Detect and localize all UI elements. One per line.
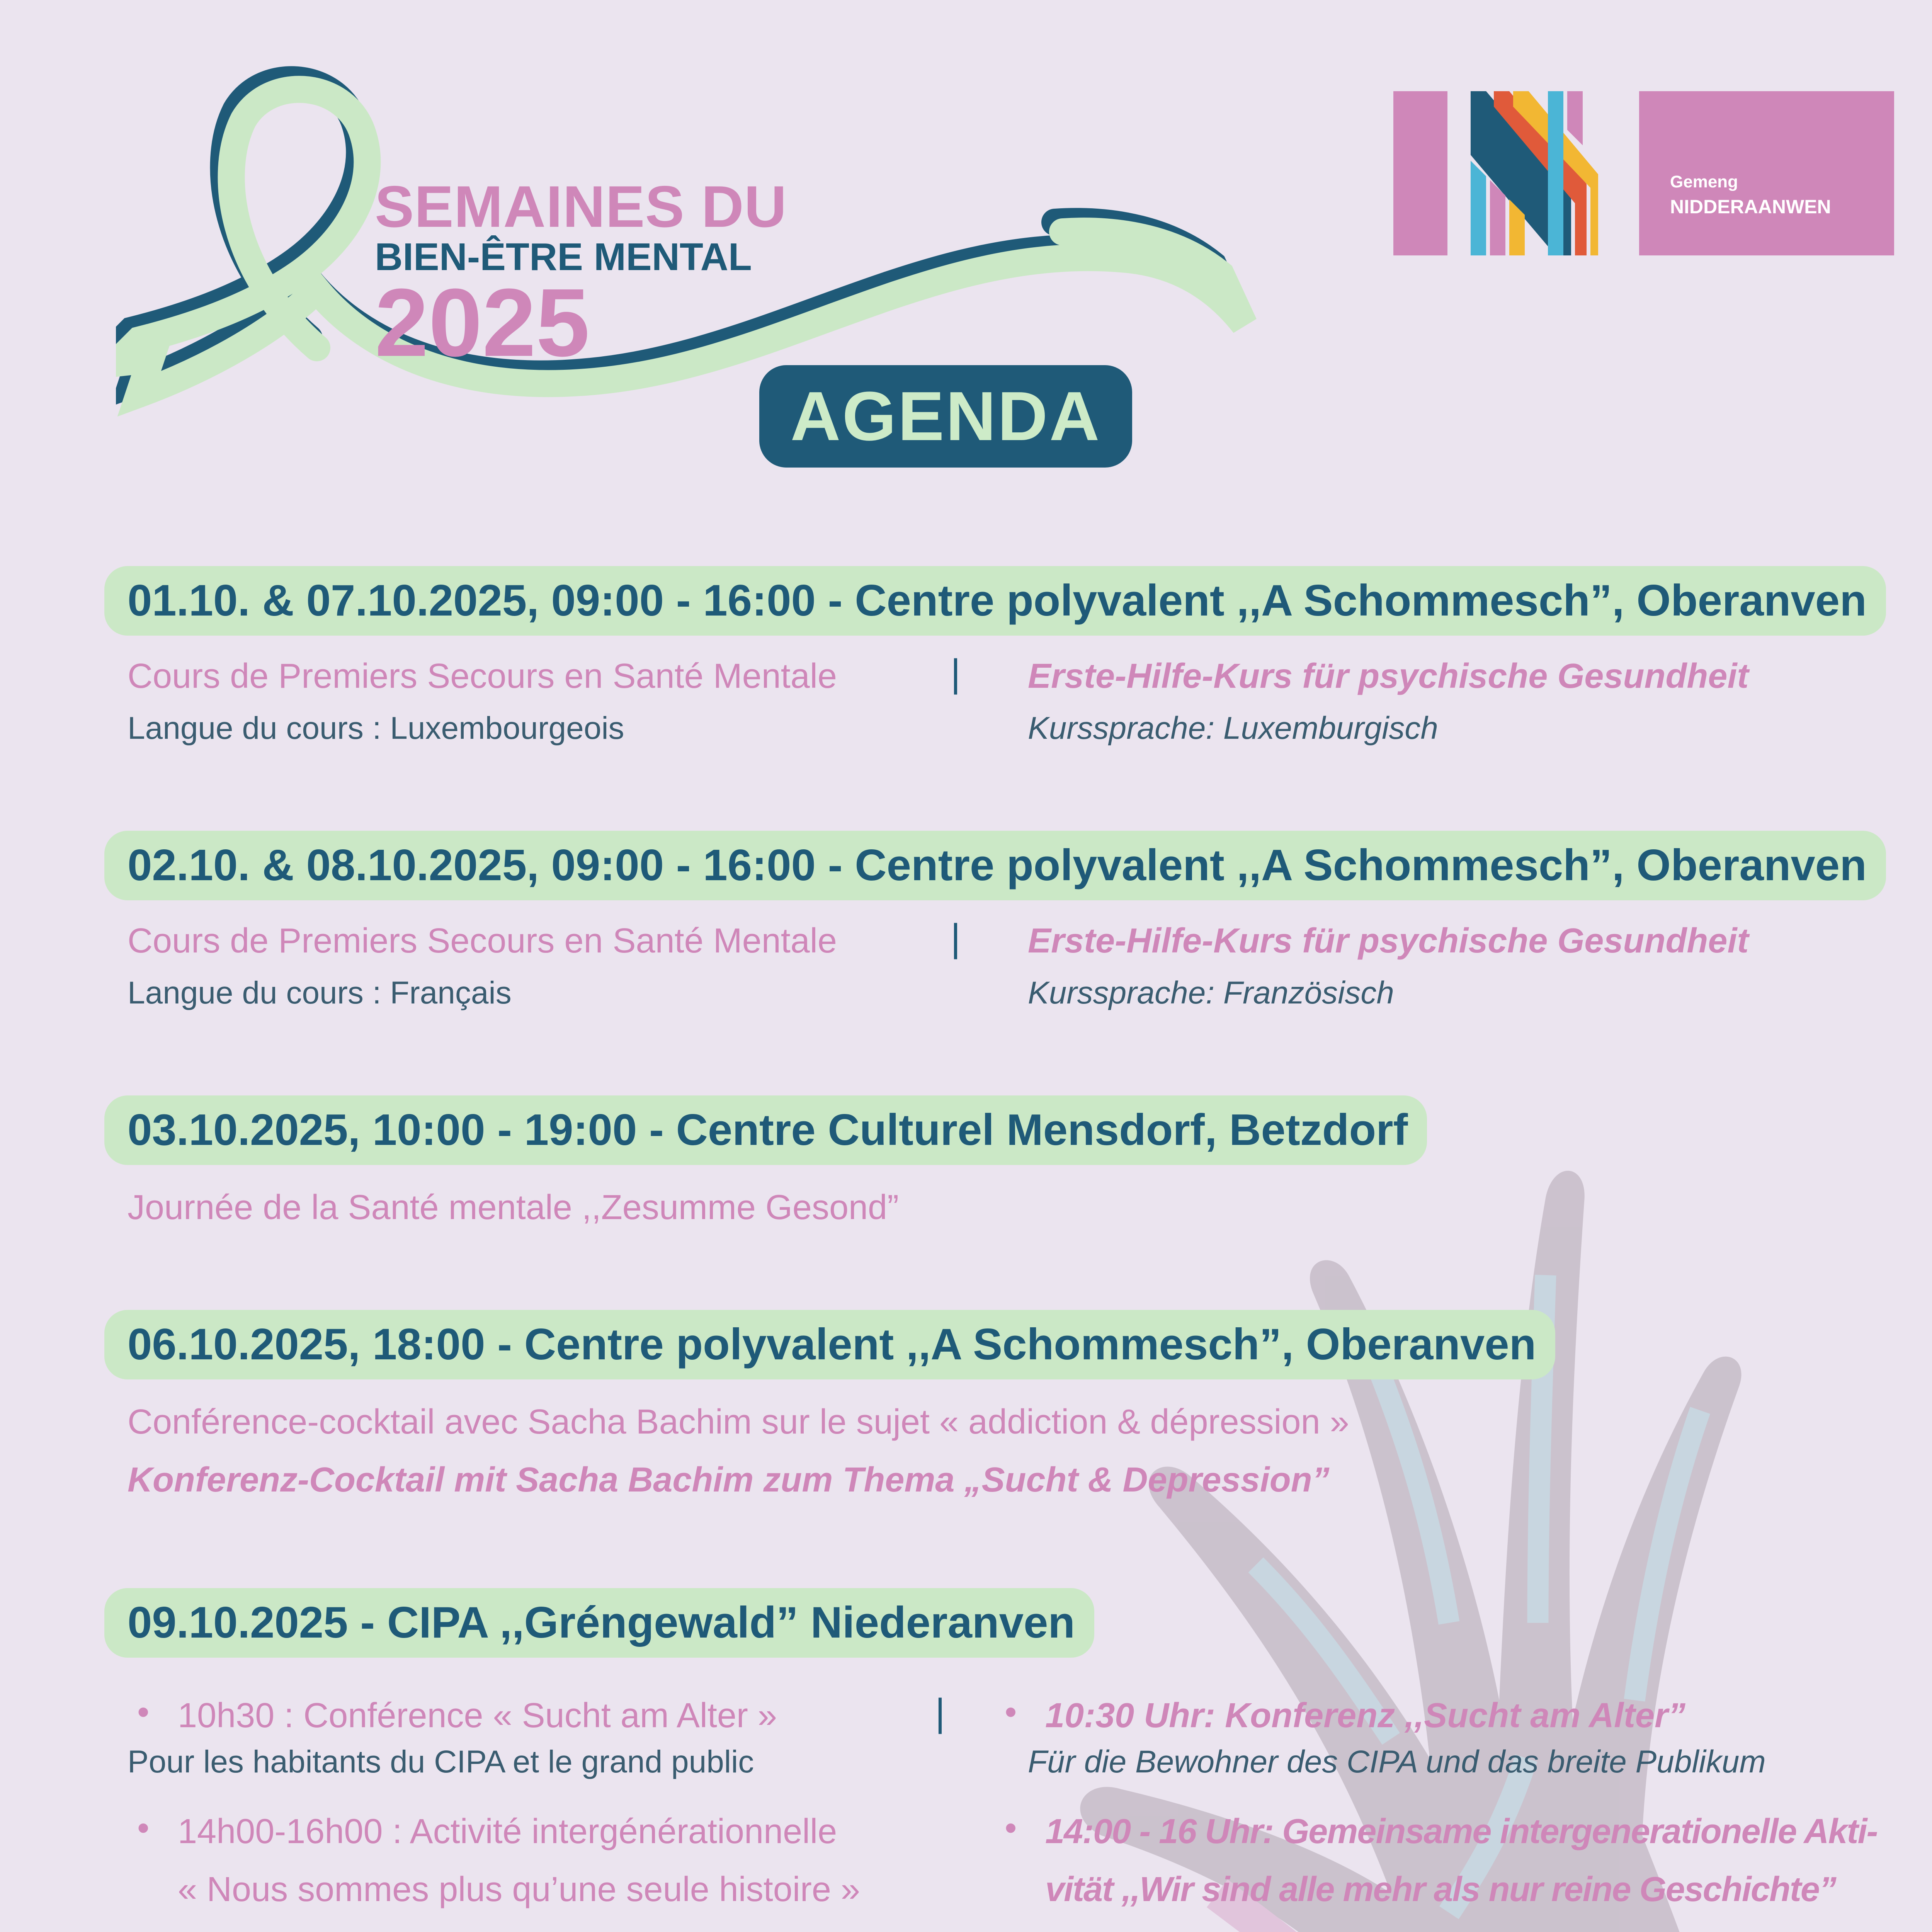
event-5-de-item-2-line-1: 14:00 - 16 Uhr: Gemeinsame intergenerationelle Akti- — [1045, 1812, 1878, 1851]
event-3-band: 03.10.2025, 10:00 - 19:00 - Centre Culturel Mensdorf, Betzdorf — [104, 1095, 1427, 1165]
agenda-badge: AGENDA — [759, 365, 1132, 468]
event-5-de-item-1: 10:30 Uhr: Konferenz ,,Sucht am Alter” — [1045, 1696, 1686, 1735]
n-logo-icon — [1471, 91, 1617, 255]
logo-gemeng: Gemeng — [1670, 172, 1738, 191]
event-5-de-item-2-line-2: vität ,,Wir sind alle mehr als nur reine Geschichte” — [1045, 1870, 1836, 1909]
event-4-line-1: Conférence-cocktail avec Sacha Bachim sur le sujet « addiction & dépression » — [128, 1403, 1349, 1441]
event-2-fr-sub: Langue du cours : Français — [128, 975, 512, 1010]
event-3-line-1: Journée de la Santé mentale ,,Zesumme Gesond” — [128, 1188, 899, 1227]
event-1-de-sub: Kurssprache: Luxemburgisch — [1028, 711, 1438, 746]
commune-logo — [1393, 91, 1894, 255]
logo-bar — [1393, 91, 1447, 255]
event-5-separator: | — [935, 1691, 945, 1734]
event-2-band: 02.10. & 08.10.2025, 09:00 - 16:00 - Centre polyvalent ,,A Schommesch”, Oberanven — [104, 831, 1886, 900]
event-4-band: 06.10.2025, 18:00 - Centre polyvalent ,,A Schommesch”, Oberanven — [104, 1310, 1555, 1379]
bullet-icon: • — [1005, 1693, 1017, 1731]
event-title — [375, 174, 787, 376]
event-2-de-title: Erste-Hilfe-Kurs für psychische Gesundheit — [1028, 922, 1749, 960]
event-4-line-2: Konferenz-Cocktail mit Sacha Bachim zum Thema „Sucht & Depression” — [128, 1461, 1330, 1499]
event-2-fr-title: Cours de Premiers Secours en Santé Mentale — [128, 922, 837, 960]
event-1-band: 01.10. & 07.10.2025, 09:00 - 16:00 - Centre polyvalent ,,A Schommesch”, Oberanven — [104, 566, 1886, 636]
logo-commune-name: NIDDERAANWEN — [1670, 196, 1831, 218]
event-1-fr-title: Cours de Premiers Secours en Santé Mentale — [128, 657, 837, 696]
bullet-icon: • — [1005, 1809, 1017, 1847]
event-5-fr-item-2-line-1: 14h00-16h00 : Activité intergénérationnelle — [178, 1812, 837, 1851]
bullet-icon: • — [137, 1693, 150, 1731]
event-1-de-title: Erste-Hilfe-Kurs für psychische Gesundheit — [1028, 657, 1749, 696]
event-5-fr-item-2-line-2: « Nous sommes plus qu’une seule histoire » — [178, 1870, 860, 1909]
event-5-de-item-1-sub: Für die Bewohner des CIPA und das breite Publikum — [1028, 1744, 1766, 1779]
event-2-de-sub: Kurssprache: Französisch — [1028, 975, 1394, 1010]
event-5-fr-item-1-sub: Pour les habitants du CIPA et le grand public — [128, 1744, 754, 1779]
event-2-separator: | — [951, 916, 961, 959]
event-1-separator: | — [951, 651, 961, 695]
title-year: 2025 — [375, 269, 590, 376]
event-5-fr-item-1: 10h30 : Conférence « Sucht am Alter » — [178, 1696, 777, 1735]
bullet-icon: • — [137, 1809, 150, 1847]
event-1-fr-sub: Langue du cours : Luxembourgeois — [128, 711, 624, 746]
title-line-1: SEMAINES DU — [375, 174, 787, 240]
logo-text-box — [1639, 91, 1894, 255]
title-line-2: BIEN-ÊTRE MENTAL — [375, 235, 752, 279]
event-5-band: 09.10.2025 - CIPA ,,Gréngewald” Niederanven — [104, 1588, 1094, 1658]
